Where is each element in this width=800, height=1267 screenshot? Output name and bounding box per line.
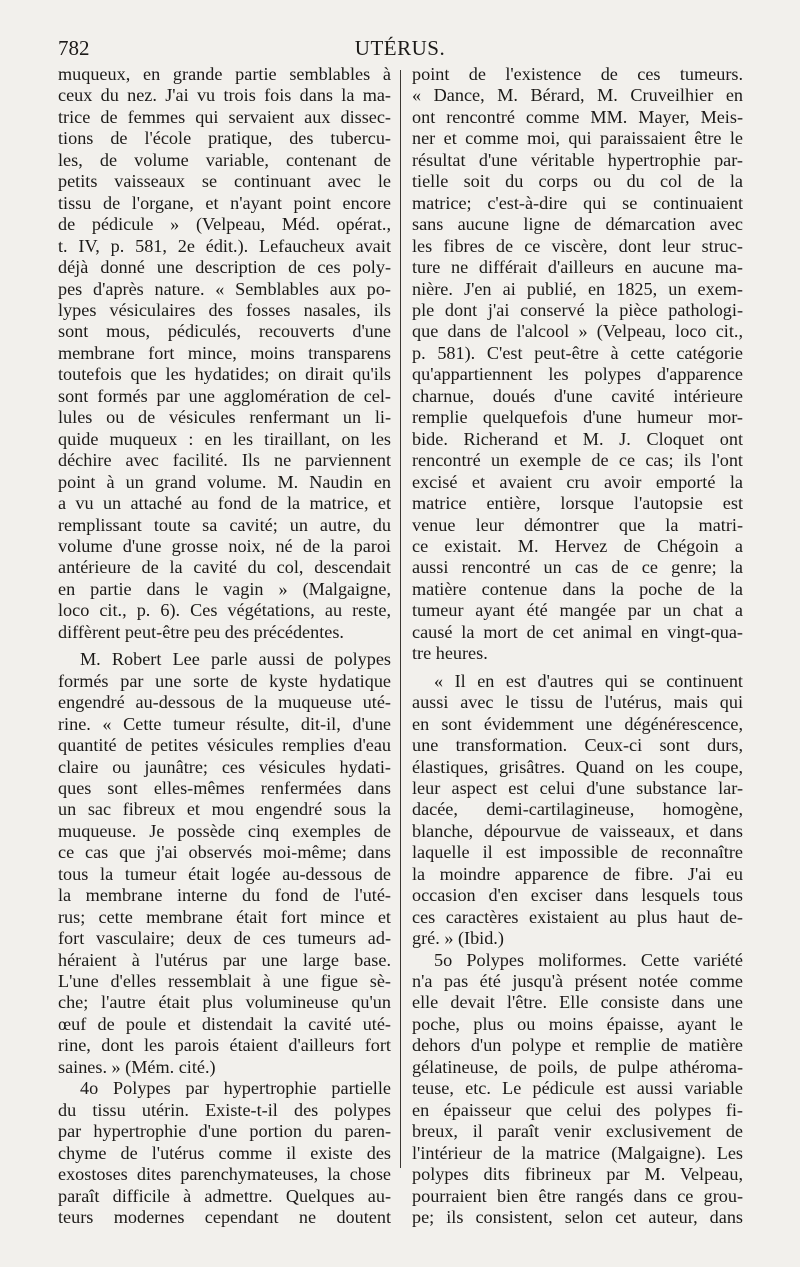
text-line: breux, il paraît venir exclusivement de	[412, 1121, 743, 1142]
text-line: diffèrent peut-être peu des précédentes.	[58, 621, 344, 642]
text-line: p. 581). C'est peut-être à cette catégorie	[412, 342, 743, 363]
text-line: 5o Polypes moliformes. Cette variété	[434, 949, 743, 970]
text-line: tions de l'école pratique, des tubercu-	[58, 128, 391, 149]
text-line: en épaisseur que celui des polypes fi-	[412, 1099, 743, 1120]
text-line: quide muqueux : en les tiraillant, on les	[58, 428, 391, 449]
text-line: volume d'une grosse noix, né de la paroi	[58, 535, 391, 556]
text-line: point de l'existence de ces tumeurs.	[412, 64, 743, 84]
text-line: matière contenue dans la poche de la	[412, 578, 743, 599]
text-line: paraît difficile à admettre. Quelques au-	[58, 1185, 391, 1206]
text-line: matrice; c'est-à-dire qui se continuaient	[412, 192, 743, 213]
text-line: leur aspect est celui d'une substance lar-	[412, 777, 743, 798]
text-line: antérieure de la cavité du col, descendait	[58, 557, 391, 578]
text-line: L'une d'elles ressemblait à une figue sè-	[58, 971, 391, 992]
text-line: ce cas que j'ai observés moi-même; dans	[58, 842, 391, 863]
text-line: saines. » (Mém. cité.)	[58, 1056, 216, 1077]
text-line: matrice entière, lorsque l'autopsie est	[412, 493, 743, 514]
column-rule	[400, 70, 401, 1168]
text-line: « Dance, M. Bérard, M. Cruveilhier en	[412, 85, 743, 106]
text-line: elle devait l'être. Elle consiste dans une	[412, 992, 743, 1013]
text-line: teuse, etc. Le pédicule est aussi variable	[412, 1078, 743, 1099]
text-line: ce existait. M. Hervez de Chégoin a	[412, 535, 743, 556]
text-line: déchire avec facilité. Ils ne parviennent	[58, 450, 391, 471]
text-line: M. Robert Lee parle aussi de polypes	[80, 649, 391, 670]
left-column	[58, 64, 391, 1228]
text-line: qu'appartiennent les polypes d'apparence	[412, 364, 743, 385]
text-line: laquelle il est impossible de reconnaître	[412, 842, 743, 863]
text-line: par hypertrophie d'une portion du paren-	[58, 1121, 391, 1142]
text-line: 4o Polypes par hypertrophie partielle	[80, 1078, 391, 1099]
text-line: de pédicule » (Velpeau, Méd. opérat.,	[58, 214, 391, 235]
text-line: une transformation. Ceux-ci sont durs,	[412, 735, 743, 756]
text-line: claire ou jaunâtre; ces vésicules hydati-	[58, 756, 391, 777]
text-line: gré. » (Ibid.)	[412, 928, 504, 949]
text-line: t. IV, p. 581, 2e édit.). Lefaucheux avait	[58, 235, 391, 256]
text-line: tielle soit du corps ou du col de la	[412, 171, 743, 192]
text-line: tre heures.	[412, 643, 488, 664]
text-line: sont formés par une agglomération de cel-	[58, 385, 391, 406]
text-line: point à un grand volume. M. Naudin en	[58, 471, 391, 492]
text-line: gélatineuse, de poils, de pulpe athéroma-	[412, 1056, 743, 1077]
text-line: teurs modernes cependant ne doutent	[58, 1207, 391, 1228]
text-line: rine, dont les parois étaient d'ailleurs fort	[58, 1035, 391, 1056]
text-line: muqueuse. Je possède cinq exemples de	[58, 820, 391, 841]
text-line: pe; ils consistent, selon cet auteur, dans	[412, 1207, 743, 1228]
text-line: bide. Richerand et M. J. Cloquet ont	[412, 428, 743, 449]
text-line: trice de femmes qui servaient aux dissec-	[58, 106, 391, 127]
text-line: polypes dits fibrineux par M. Velpeau,	[412, 1164, 743, 1185]
text-line: charnue, doués d'une cavité intérieure	[412, 385, 743, 406]
text-line: aussi rencontré un cas de ce genre; la	[412, 557, 743, 578]
text-line: fort vasculaire; deux de ces tumeurs ad-	[58, 928, 391, 949]
right-column	[412, 64, 743, 1228]
text-line: ceux du nez. J'ai vu trois fois dans la ma-	[58, 85, 391, 106]
text-line: « Il en est d'autres qui se continuent	[434, 670, 743, 691]
text-line: héraient à l'utérus par une large base.	[58, 949, 391, 970]
text-line: sont mous, pédiculés, recouverts d'une	[58, 321, 391, 342]
text-line: un sac fibreux et mou engendré sous la	[58, 799, 391, 820]
text-line: aussi avec le tissu de l'utérus, mais qui	[412, 692, 743, 713]
text-line: che; l'autre était plus volumineuse qu'un	[58, 992, 391, 1013]
text-line: dacée, demi-cartilagineuse, homogène,	[412, 799, 743, 820]
text-line: remplie quelquefois d'une humeur mor-	[412, 407, 743, 428]
text-line: lules ou de vésicules renfermant un li-	[58, 407, 391, 428]
text-line: déjà donné une description de ces poly-	[58, 257, 391, 278]
text-line: petits vaisseaux se continuant avec le	[58, 171, 391, 192]
text-line: excisé et avaient cru avoir emporté la	[412, 471, 743, 492]
text-line: élastiques, grisâtres. Quand on les coupe,	[412, 756, 743, 777]
text-line: en sont évidemment une dégénérescence,	[412, 713, 743, 734]
text-line: en partie dans le vagin » (Malgaigne,	[58, 578, 391, 599]
text-line: dehors d'un polype et remplie de matière	[412, 1035, 743, 1056]
text-line: sans aucune ligne de démarcation avec	[412, 214, 743, 235]
text-line: membrane fort mince, moins transparens	[58, 342, 391, 363]
text-line: poche, plus ou moins épaisse, ayant le	[412, 1013, 743, 1034]
text-line: tissu de l'organe, et n'ayant point encore	[58, 192, 391, 213]
text-line: ces caractères existaient au plus haut de-	[412, 906, 743, 927]
page-number: 782	[58, 36, 90, 60]
text-line: les, de volume variable, contenant de	[58, 149, 391, 170]
text-line: loco cit., p. 6). Ces végétations, au reste,	[58, 600, 391, 621]
text-line: causé la mort de cet animal en vingt-qua-	[412, 621, 743, 642]
text-line: lypes vésiculaires des fosses nasales, ils	[58, 299, 391, 320]
text-line: chyme de l'utérus comme il existe des	[58, 1142, 391, 1163]
text-line: l'intérieur de la matrice (Malgaigne). Les	[412, 1142, 743, 1163]
text-line: venue leur démontrer que la matri-	[412, 514, 743, 535]
text-line: formés par une sorte de kyste hydatique	[58, 670, 391, 691]
text-line: pes d'après nature. « Semblables aux po-	[58, 278, 391, 299]
text-line: la membrane interne du fond de l'uté-	[58, 885, 391, 906]
text-line: rine. « Cette tumeur résulte, dit-il, d'une	[58, 713, 391, 734]
text-line: la moindre apparence de fibre. J'ai eu	[412, 863, 743, 884]
text-line: les fibres de ce viscère, dont leur struc-	[412, 235, 743, 256]
text-line: n'a pas été jusqu'à présent notée comme	[412, 971, 743, 992]
text-line: tumeur ayant été mangée par un chat a	[412, 600, 743, 621]
text-line: rencontré un exemple de ce cas; ils l'ont	[412, 450, 743, 471]
text-line: du tissu utérin. Existe-t-il des polypes	[58, 1099, 391, 1120]
text-line: ont rencontré comme MM. Mayer, Meis-	[412, 106, 743, 127]
text-line: toutefois que les hydatides; on dirait qu'ils	[58, 364, 391, 385]
text-line: remplissant toute sa cavité; un autre, du	[58, 514, 391, 535]
text-line: muqueux, en grande partie semblables à	[58, 64, 391, 84]
text-line: tous la tumeur était logée au-dessous de	[58, 863, 391, 884]
text-line: engendré au-dessous de la muqueuse uté-	[58, 692, 391, 713]
text-line: rus; cette membrane était fort mince et	[58, 906, 391, 927]
text-line: occasion d'en exciser dans lesquels tous	[412, 885, 743, 906]
text-line: a vu un attaché au fond de la matrice, et	[58, 493, 391, 514]
text-line: résultat d'une véritable hypertrophie par-	[412, 149, 743, 170]
text-line: ner et comme moi, qui paraissaient être le	[412, 128, 743, 149]
text-line: ture ne différait d'ailleurs en aucune ma-	[412, 257, 743, 278]
text-line: ple dont j'ai conservé la pièce pathologi-	[412, 299, 743, 320]
text-line: pourraient bien être rangés dans ce grou-	[412, 1185, 743, 1206]
text-line: nière. J'en ai publié, en 1825, un exem-	[412, 278, 743, 299]
text-line: que dans de l'alcool » (Velpeau, loco cit.,	[412, 321, 743, 342]
text-line: exostoses dites parenchymateuses, la chose	[58, 1164, 391, 1185]
text-line: ques sont elles-mêmes renfermées dans	[58, 777, 391, 798]
running-title: UTÉRUS.	[354, 36, 446, 60]
text-line: blanche, dépourvue de vaisseaux, et dans	[412, 820, 743, 841]
text-line: quantité de petites vésicules remplies d'eau	[58, 735, 391, 756]
text-line: œuf de poule et distendait la cavité uté-	[58, 1013, 391, 1034]
